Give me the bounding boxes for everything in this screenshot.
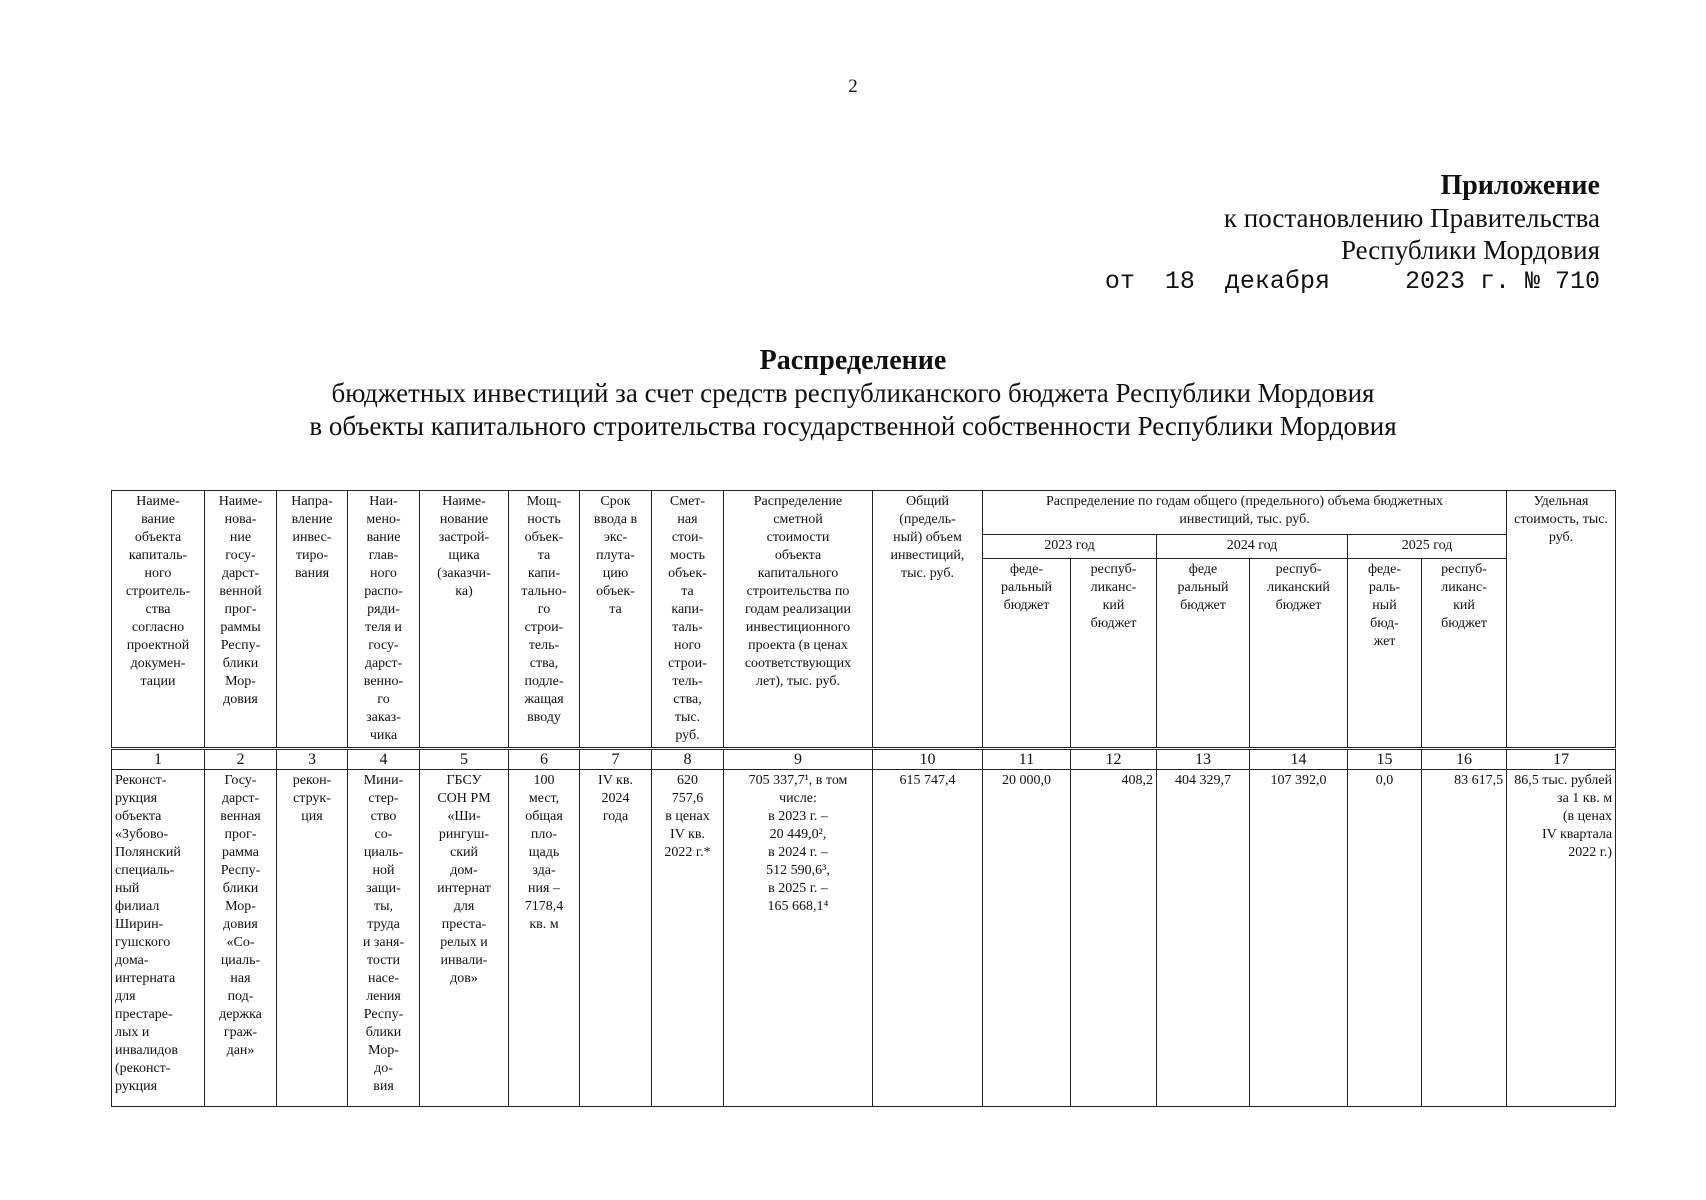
column-number: 10	[873, 749, 983, 770]
cell-total-investment: 615 747,4	[873, 770, 983, 1107]
appendix-block	[1105, 170, 1600, 298]
header-2023-federal: феде- ральный бюджет	[983, 559, 1071, 749]
header-year-2024: 2024 год	[1157, 534, 1348, 558]
column-numbers-row	[112, 749, 1616, 770]
header-object-name: Наиме- вание объекта капиталь- ного строитель- ства согласно проектной докумен- тации	[112, 491, 205, 749]
appendix-line-1: к постановлению Правительства	[1223, 203, 1600, 233]
cell-unit-cost: 86,5 тыс. рублей за 1 кв. м (в ценах IV квартала 2022 г.)	[1507, 770, 1616, 1107]
appendix-heading: Приложение	[1440, 170, 1600, 201]
cell-commissioning: IV кв. 2024 года	[580, 770, 652, 1107]
cell-capacity: 100 мест, общая пло- щадь зда- ния – 7178,4 кв. м	[509, 770, 580, 1107]
column-number: 15	[1348, 749, 1422, 770]
cell-program: Госу- дарст- венная прог- рамма Респу- блики Мор- довия «Со- циаль- ная под- держка граж- дан»	[205, 770, 277, 1107]
column-number: 7	[580, 749, 652, 770]
cell-2025-federal: 0,0	[1348, 770, 1422, 1107]
column-number: 6	[509, 749, 580, 770]
cell-2023-federal: 20 000,0	[983, 770, 1071, 1107]
cell-developer: ГБСУ СОН РМ «Ши- рингуш- ский дом- интернат для преста- релых и инвали- дов»	[420, 770, 509, 1107]
header-2025-federal: феде- раль- ный бюд- жет	[1348, 559, 1422, 749]
header-unit-cost: Удельная стоимость, тыс. руб.	[1507, 491, 1616, 749]
header-capacity: Мощ- ность объек- та капи- тально- го строи- тель- ства, подле- жащая вводу	[509, 491, 580, 749]
column-number: 3	[277, 749, 348, 770]
column-number: 16	[1422, 749, 1507, 770]
cell-estimated-cost: 620 757,6 в ценах IV кв. 2022 г.*	[652, 770, 724, 1107]
header-estimated-cost: Смет- ная стои- мость объек- та капи- таль- ного строи- тель- ства, тыс. руб.	[652, 491, 724, 749]
cell-2023-republican: 408,2	[1071, 770, 1157, 1107]
column-number: 17	[1507, 749, 1616, 770]
header-2025-republican: респуб- ликанс- кий бюджет	[1422, 559, 1507, 749]
column-number: 5	[420, 749, 509, 770]
header-manager: Наи- мено- вание глав- ного распо- ряди- теля и госу- дарст- венно- го заказ- чика	[348, 491, 420, 749]
header-cost-distribution: Распределение сметной стоимости объекта капитального строительства по годам реализации инвестиционного проекта (в ценах соответствующих лет), тыс. руб.	[724, 491, 873, 749]
column-number: 13	[1157, 749, 1250, 770]
cell-2024-republican: 107 392,0	[1250, 770, 1348, 1107]
column-number: 14	[1250, 749, 1348, 770]
column-number: 9	[724, 749, 873, 770]
column-number: 1	[112, 749, 205, 770]
cell-2025-republican: 83 617,5	[1422, 770, 1507, 1107]
appendix-line-2: Республики Мордовия	[1340, 235, 1600, 265]
header-developer: Наиме- нование застрой- щика (заказчи- ка)	[420, 491, 509, 749]
header-year-2023: 2023 год	[983, 534, 1157, 558]
page-number: 2	[848, 76, 858, 97]
header-commissioning: Срок ввода в экс- плута- цию объек- та	[580, 491, 652, 749]
header-distribution-by-years: Распределение по годам общего (предельного) объема бюджетных инвестиций, тыс. руб.	[983, 491, 1507, 535]
header-direction: Напра- вление инвес- тиро- вания	[277, 491, 348, 749]
header-row-1	[112, 491, 1616, 535]
cell-manager: Мини- стер- ство со- циаль- ной защи- ты, труда и заня- тости насе- ления Респу- блики Мор- до- вия	[348, 770, 420, 1107]
header-program: Наиме- нова- ние госу- дарст- венной прог- раммы Респу- блики Мор- довия	[205, 491, 277, 749]
cell-2024-federal: 404 329,7	[1157, 770, 1250, 1107]
title-line-2: в объекты капитального строительства государственной собственности Республики Мордовия	[309, 411, 1397, 441]
cell-direction: рекон- струк- ция	[277, 770, 348, 1107]
table-row	[112, 770, 1616, 1107]
column-number: 4	[348, 749, 420, 770]
title-main: Распределение	[759, 345, 947, 376]
column-number: 11	[983, 749, 1071, 770]
header-2024-federal: феде ральный бюджет	[1157, 559, 1250, 749]
investment-table	[111, 490, 1616, 1107]
column-number: 2	[205, 749, 277, 770]
appendix-date-line: от 18 декабря 2023 г. № 710	[1104, 267, 1600, 296]
cell-cost-distribution: 705 337,7¹, в том числе: в 2023 г. – 20 449,0², в 2024 г. – 512 590,6³, в 2025 г. – 165 668,1⁴	[724, 770, 873, 1107]
header-total-investment: Общий (предель- ный) объем инвестиций, тыс. руб.	[873, 491, 983, 749]
header-2023-republican: респуб- ликанс- кий бюджет	[1071, 559, 1157, 749]
header-year-2025: 2025 год	[1348, 534, 1507, 558]
column-number: 8	[652, 749, 724, 770]
title-line-1: бюджетных инвестиций за счет средств республиканского бюджета Республики Мордовия	[331, 378, 1375, 408]
column-number: 12	[1071, 749, 1157, 770]
document-title	[0, 344, 1706, 443]
header-2024-republican: респуб- ликанский бюджет	[1250, 559, 1348, 749]
cell-object-name: Реконст- рукция объекта «Зубово- Полянский специаль- ный филиал Ширин- гушского дома- интерната для престаре- лых и инвалидов (реконст- рукция	[112, 770, 205, 1107]
